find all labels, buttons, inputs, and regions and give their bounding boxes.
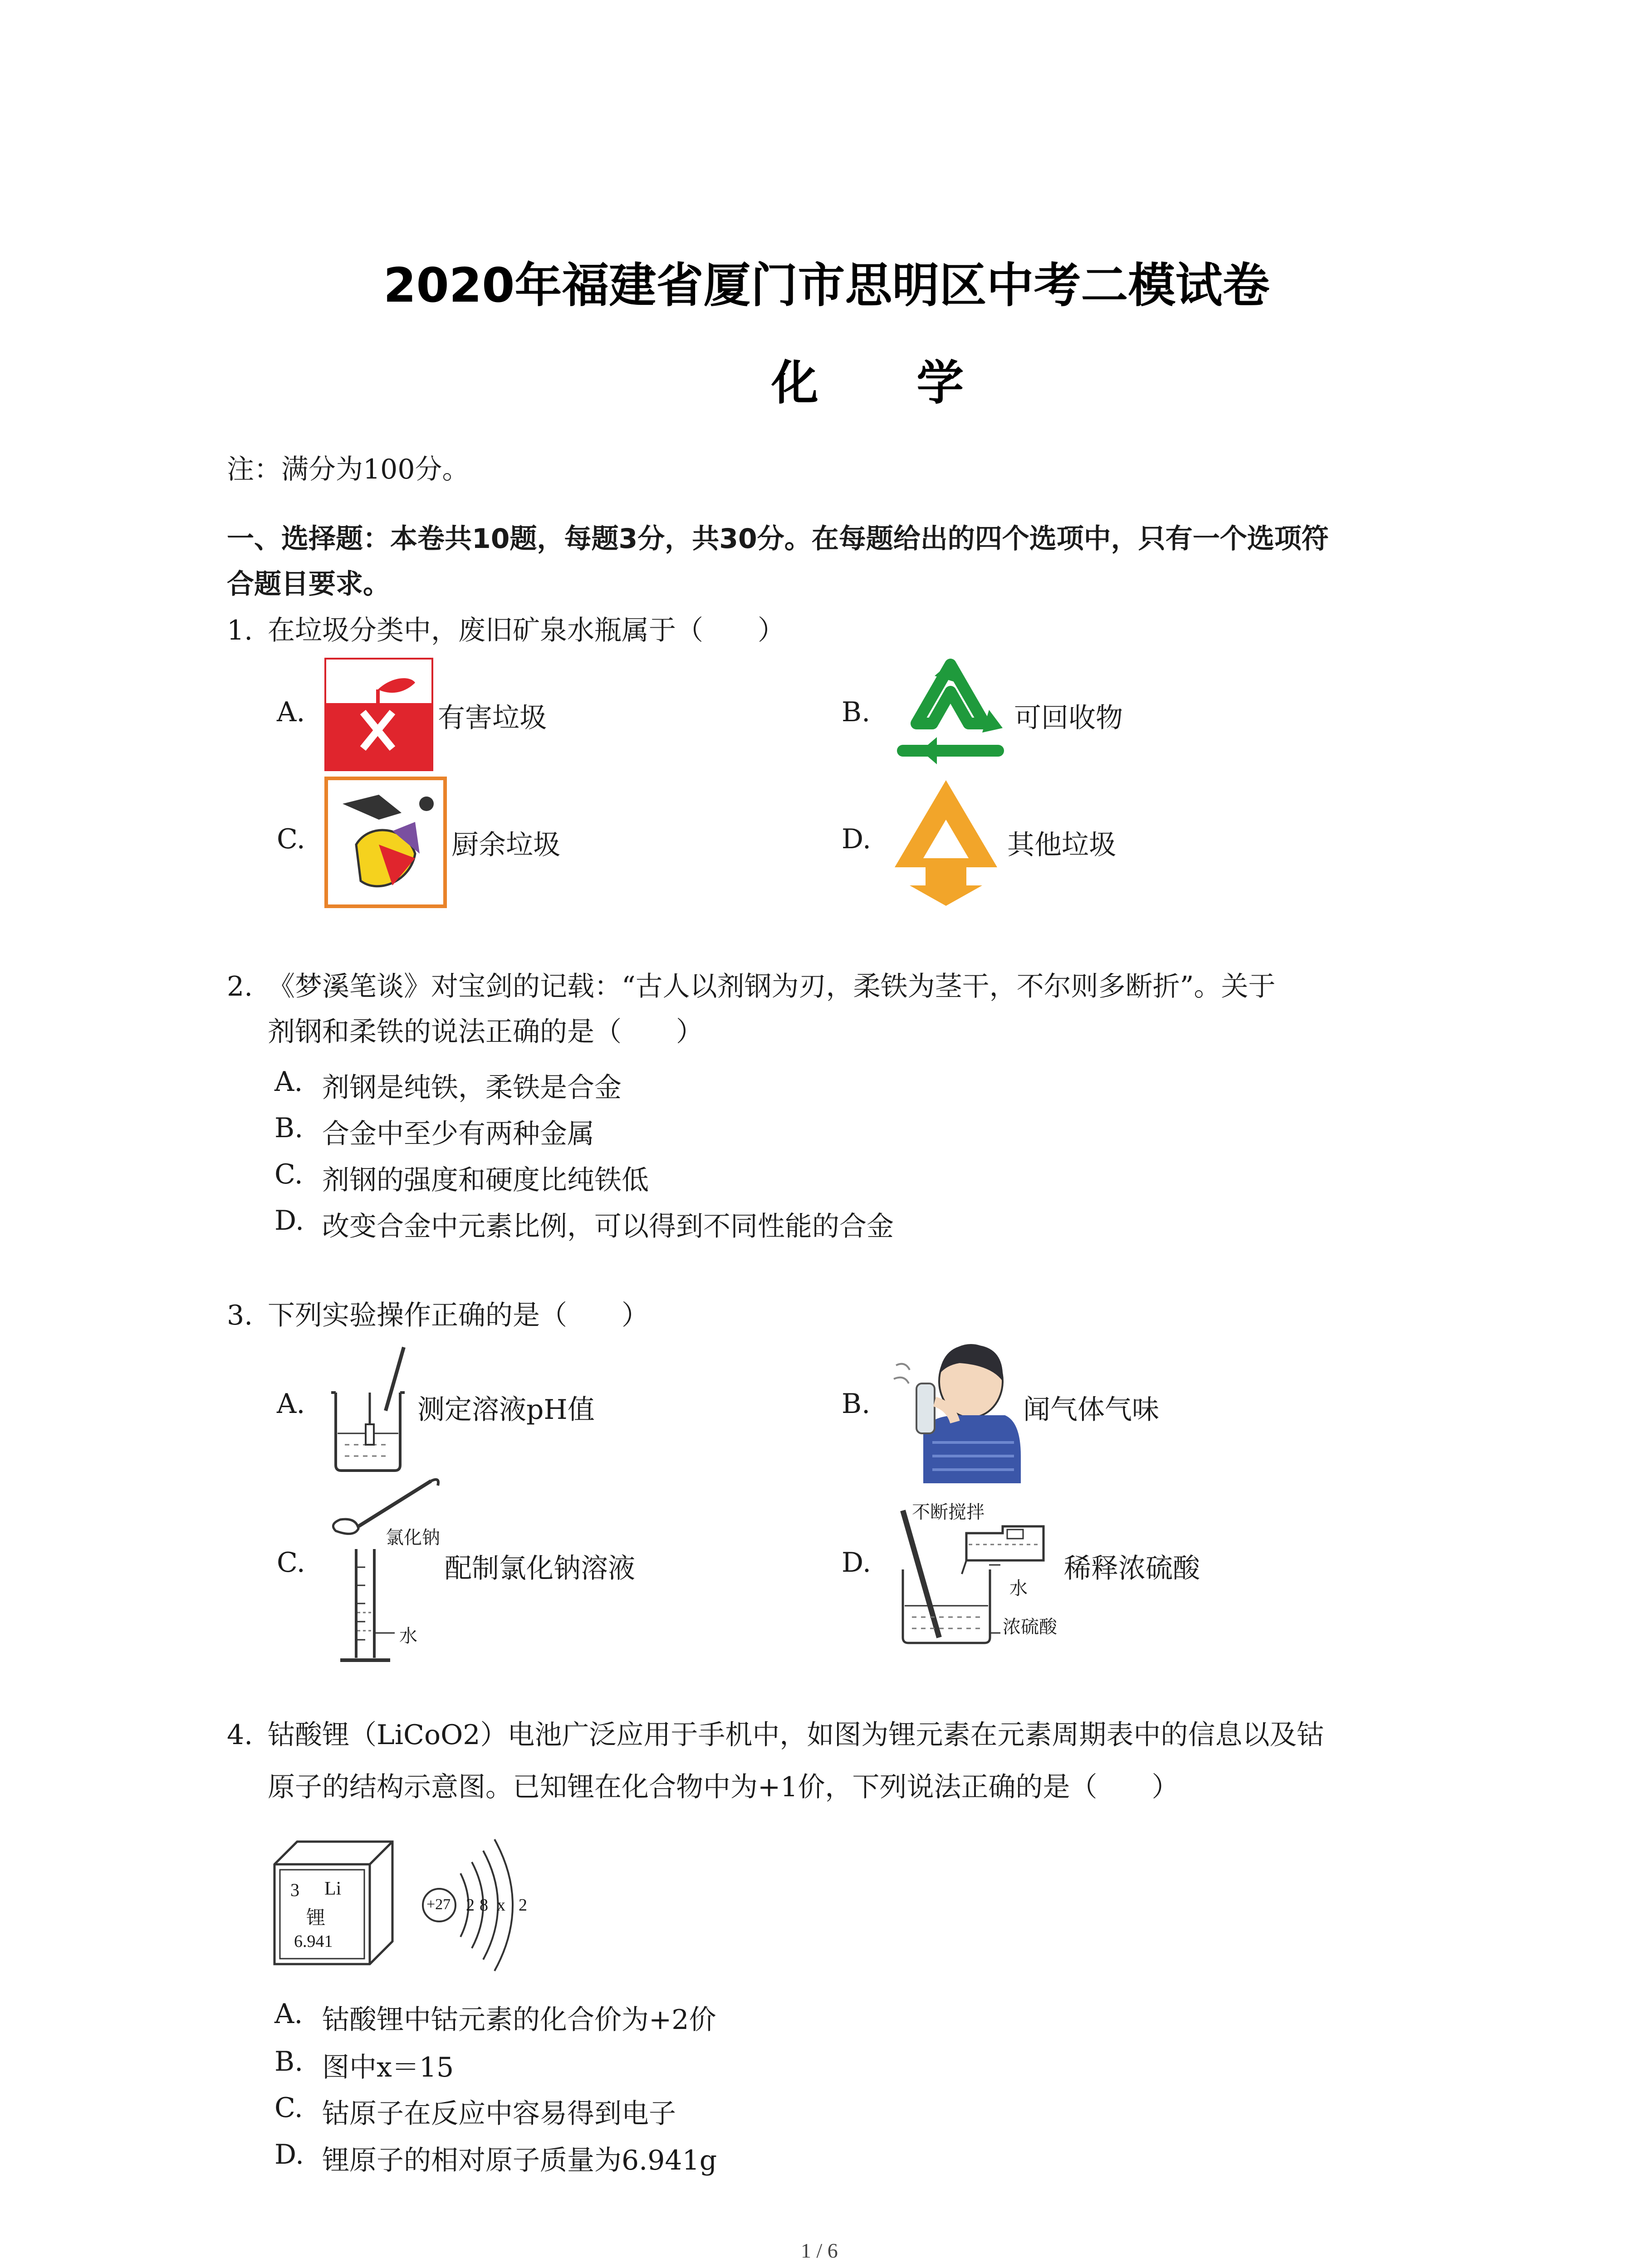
- q2-number: 2.: [227, 971, 253, 1002]
- subject-title: 化 学: [771, 355, 1005, 411]
- q2-stem-line2: 剂钢和柔铁的说法正确的是（ ）: [268, 1016, 703, 1048]
- q3-option-c-label[interactable]: C.: [277, 1547, 305, 1579]
- recyclable-icon: [894, 660, 1007, 764]
- q2-stem-line1: 《梦溪笔谈》对宝剑的记载：“古人以剂钢为刃，柔铁为茎干，不尔则多断折”。关于: [268, 971, 1276, 1002]
- atom-shell-4: 2: [519, 1896, 527, 1915]
- q1-stem: 在垃圾分类中，废旧矿泉水瓶属于（ ）: [268, 615, 785, 646]
- section-header-line1: 一、选择题：本卷共10题，每题3分，共30分。在每题给出的四个选项中，只有一个选项符: [227, 523, 1329, 555]
- q2-option-c-label[interactable]: C.: [274, 1158, 303, 1190]
- q1-option-d-label[interactable]: D.: [842, 823, 872, 855]
- q3-stem: 下列实验操作正确的是（ ）: [268, 1300, 649, 1331]
- atom-shell-1: 2: [466, 1896, 475, 1915]
- element-symbol: Li: [324, 1878, 342, 1899]
- q2-option-b-label[interactable]: B.: [274, 1112, 304, 1144]
- element-name: 锂: [306, 1906, 326, 1929]
- q1-option-a-text[interactable]: 有害垃圾: [438, 702, 547, 734]
- water-label-c: 水: [399, 1626, 417, 1647]
- q3-option-b-text[interactable]: 闻气体气味: [1023, 1394, 1159, 1426]
- ph-test-beaker-icon: [327, 1343, 413, 1474]
- q4-option-a-label[interactable]: A.: [274, 1998, 303, 2030]
- smell-gas-person-icon: [892, 1338, 1023, 1483]
- q1-number: 1.: [227, 615, 253, 646]
- q3-option-a-label[interactable]: A.: [277, 1388, 305, 1420]
- other-waste-icon: [889, 777, 1003, 908]
- q1-option-c-text[interactable]: 厨余垃圾: [451, 829, 560, 861]
- measuring-cylinder-icon: [322, 1476, 449, 1667]
- lithium-element-card: [270, 1837, 397, 1973]
- q1-option-d-text[interactable]: 其他垃圾: [1007, 829, 1116, 861]
- q3-option-c-text[interactable]: 配制氯化钠溶液: [445, 1553, 635, 1584]
- score-note: 注：满分为100分。: [227, 454, 470, 485]
- q3-option-d-text[interactable]: 稀释浓硫酸: [1064, 1553, 1200, 1584]
- q4-option-c-label[interactable]: C.: [274, 2092, 303, 2124]
- q1-option-c-label[interactable]: C.: [277, 823, 305, 855]
- atom-shell-2: 8: [480, 1896, 488, 1915]
- q4-stem-line2: 原子的结构示意图。已知锂在化合物中为+1价，下列说法正确的是（ ）: [268, 1771, 1179, 1803]
- q4-option-d-text[interactable]: 锂原子的相对原子质量为6.941g: [322, 2145, 717, 2176]
- q3-option-b-label[interactable]: B.: [842, 1388, 871, 1420]
- q1-option-b-label[interactable]: B.: [842, 696, 871, 728]
- stir-label: 不断搅拌: [912, 1502, 985, 1523]
- kitchen-waste-icon: [324, 777, 447, 908]
- q2-option-d-label[interactable]: D.: [274, 1205, 304, 1237]
- element-number: 3: [290, 1880, 299, 1900]
- q2-option-b-text[interactable]: 合金中至少有两种金属: [322, 1118, 594, 1150]
- water-label-d: 水: [1009, 1578, 1028, 1599]
- q1-option-b-text[interactable]: 可回收物: [1014, 702, 1123, 734]
- q4-option-b-label[interactable]: B.: [274, 2046, 304, 2077]
- q3-option-a-text[interactable]: 测定溶液pH值: [417, 1394, 595, 1426]
- hazardous-waste-icon: [324, 658, 433, 771]
- q4-option-c-text[interactable]: 钴原子在反应中容易得到电子: [322, 2098, 676, 2130]
- q4-option-b-text[interactable]: 图中x＝15: [322, 2052, 454, 2083]
- atom-shell-3: x: [497, 1896, 505, 1915]
- nacl-label: 氯化钠: [386, 1527, 440, 1548]
- q4-number: 4.: [227, 1719, 253, 1751]
- page-number: 1 / 6: [801, 2239, 838, 2262]
- q4-option-d-label[interactable]: D.: [274, 2139, 304, 2170]
- page-title: 2020年福建省厦门市思明区中考二模试卷: [383, 258, 1270, 313]
- q1-option-a-label[interactable]: A.: [277, 696, 305, 728]
- atom-nucleus: +27: [426, 1896, 451, 1913]
- q2-option-a-text[interactable]: 剂钢是纯铁，柔铁是合金: [322, 1072, 622, 1104]
- conc-acid-label: 浓硫酸: [1003, 1617, 1057, 1637]
- q2-option-c-text[interactable]: 剂钢的强度和硬度比纯铁低: [322, 1164, 649, 1196]
- q4-stem-line1: 钴酸锂（LiCoO2）电池广泛应用于手机中，如图为锂元素在元素周期表中的信息以及钴: [268, 1719, 1324, 1751]
- section-header-line2: 合题目要求。: [227, 568, 390, 600]
- element-mass: 6.941: [294, 1932, 333, 1951]
- q2-option-d-text[interactable]: 改变合金中元素比例，可以得到不同性能的合金: [322, 1211, 894, 1242]
- q3-number: 3.: [227, 1300, 253, 1331]
- q3-option-d-label[interactable]: D.: [842, 1547, 872, 1579]
- q4-option-a-text[interactable]: 钴酸锂中钴元素的化合价为+2价: [322, 2004, 716, 2036]
- q2-option-a-label[interactable]: A.: [274, 1066, 303, 1098]
